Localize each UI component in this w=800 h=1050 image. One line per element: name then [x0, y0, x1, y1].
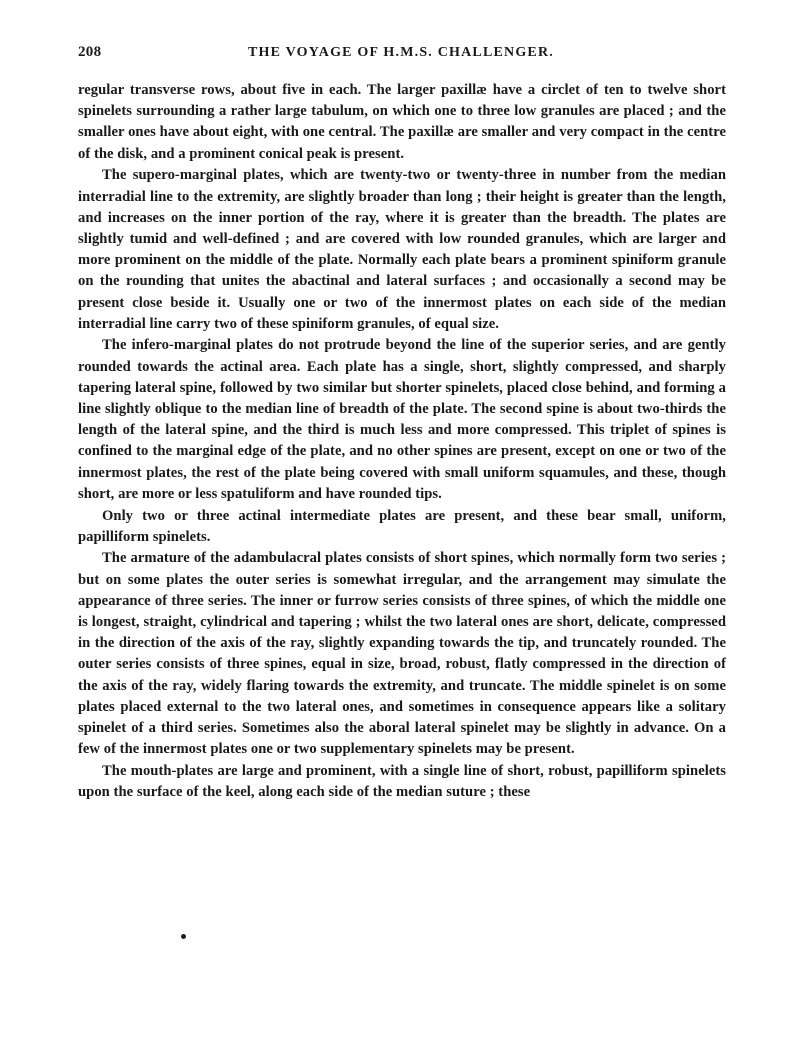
paragraph-supero-marginal-plates: The supero-marginal plates, which are twenty-two or twenty-three in number from the median interradial line to the extremity, are slightly broader than long ; their height is greater than the length, and increases on the inner portion of the ray, where it is greater than the breadth. The plates are slightly tumid and well-defined ; and are covered with low rounded granules, which are larger and more prominent on the middle of the plate. Normally each plate bears a prominent spiniform granule on the rounding that unites the abactinal and lateral surfaces ; and occasionally a second may be present close beside it. Usually one or two of the innermost plates on each side of the median interradial line carry two of these spiniform granules, of equal size. — [78, 167, 726, 332]
paragraph-adambulacral-plates: The armature of the adambulacral plates consists of short spines, which normally form two series ; but on some plates the outer series is somewhat irregular, and the arrangement may simulate the appearance of three series. The inner or furrow series consists of three spines, of which the middle one is longest, straight, cylindrical and tapering ; whilst the two lateral ones are short, delicate, compressed in the direction of the axis of the ray, slightly expanding towards the tip, and truncately rounded. The outer series consists of three spines, equal in size, broad, robust, flatly compressed in the direction of the axis of the ray, widely flaring towards the extremity, and truncate. The middle spinelet is on some plates placed external to the two lateral ones, and sometimes in consequence appears like a solitary spinelet of a third series. Sometimes also the aboral lateral spinelet may be slightly in advance. On a few of the innermost plates one or two supplementary spinelets may be present. — [78, 550, 726, 758]
ink-dot-mark — [181, 934, 186, 939]
paragraph-infero-marginal-plates: The infero-marginal plates do not protrude beyond the line of the superior series, and are gently rounded towards the actinal area. Each plate has a single, short, slightly compressed, and sharply tapering lateral spine, followed by two similar but shorter spinelets, placed close behind, and forming a line slightly oblique to the median line of breadth of the plate. The second spine is about two-thirds the length of the lateral spine, and the third is much less and more compressed. This triplet of spines is confined to the marginal edge of the plate, and no other spines are present, except on one or two of the innermost plates, the rest of the plate being covered with small uniform squamules, and these, though short, are more or less spatuliform and have rounded tips. — [78, 337, 726, 502]
paragraph-mouth-plates: The mouth-plates are large and prominent, with a single line of short, robust, papilliform spinelets upon the surface of the keel, along each side of the median suture ; these — [78, 763, 726, 801]
paragraph-actinal-intermediate-plates: Only two or three actinal intermediate plates are present, and these bear small, uniform, papilliform spinelets. — [78, 507, 726, 545]
page-header — [78, 44, 726, 68]
body-text — [78, 80, 726, 803]
paragraph-continuation: regular transverse rows, about five in each. The larger paxillæ have a circlet of ten to twelve short spinelets surrounding a rather large tabulum, on which one to three low granules are placed ; and the smaller ones have about eight, with one central. The paxillæ are smaller and very compact in the centre of the disk, and a prominent conical peak is present. — [78, 82, 726, 162]
running-title: THE VOYAGE OF H.M.S. CHALLENGER. — [248, 45, 554, 60]
page-number: 208 — [78, 44, 102, 60]
